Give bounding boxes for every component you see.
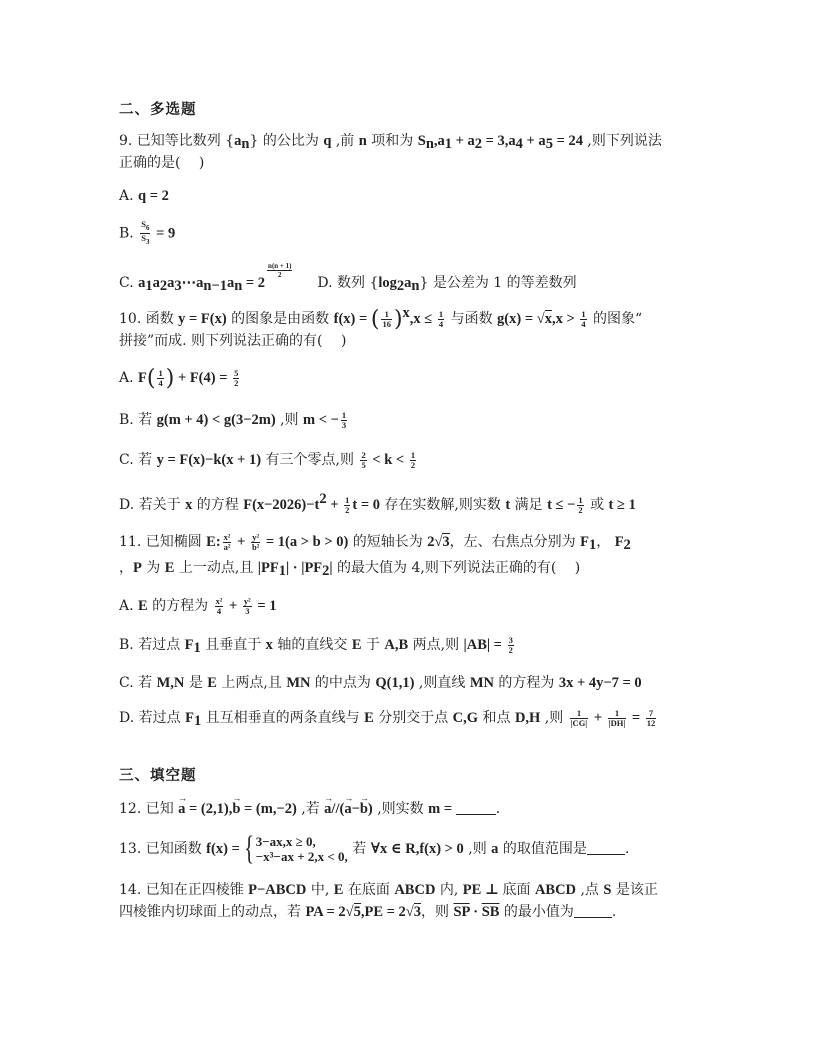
- q11-option-d: D. 若过点 $F_1$ 且互相垂直的两条直线与 E 分别交于点 C,G 和点 D,H ,则 $\frac{1}{|CG|}$ + $\frac{1}{|DH|}$ = $\frac{7}{12}$: [119, 707, 656, 729]
- q9-option-c-d: C. $a_1a_2a_3\cdots a_{n-1}a_n = 2$ $\frac{n(n + 1)}{2}$ D. 数列 $\{\log_2a_n\}$ 是公差为 1 的等差数列: [119, 262, 577, 294]
- section-heading-fill-in: 三、填空题: [119, 767, 197, 784]
- q12-line: 12. 已知 → a = (2,1),→ b = (m,−2) ,若 → a//(→ a−→ b) ,则实数 m = .: [119, 799, 500, 819]
- fraction: $\frac{\text{y²}}{3}$: [243, 595, 251, 616]
- fraction: $\frac{S_6}{S_3}$: [141, 219, 150, 246]
- fraction: $\frac{\text{x²}}{\text{a²}}$: [223, 531, 231, 552]
- fraction: $\frac{1}{3}$: [341, 409, 347, 430]
- q11-option-b: B. 若过点 $F_1$ 且垂直于 x 轴的直线交 E 于 A,B 两点,则 |AB| = $\frac{3}{2}$: [119, 634, 513, 656]
- answer-blank[interactable]: [456, 801, 496, 815]
- q11-option-c: C. 若 M,N 是 E 上两点,且 MN 的中点为 Q(1,1) ,则直线 MN 的方程为 3x + 4y−7 = 0: [119, 675, 642, 691]
- q10-option-d: D. 若关于 x 的方程 $F(x-2026)-t^2$ + $\frac{1}{2}$ t = 0 存在实数解,则实数 t 满足 t ≤ − $\frac{1}{2}$ 或 t ≥ 1: [119, 491, 636, 515]
- fraction: $\frac{1}{|DH|}$: [608, 707, 626, 728]
- q10-line1: 10. 函数 y = F(x) 的图象是由函数 f(x) = ( $\frac{1}{16}$ )$^x$,x ≤ $\frac{1}{4}$ 与函数 g(x) = √x,x > $\frac{1}{4}$ 的图象“: [119, 305, 643, 332]
- answer-blank[interactable]: [574, 904, 612, 918]
- fraction: $\frac{1}{2}$: [410, 449, 416, 470]
- fraction: $\frac{1}{16}$: [382, 308, 391, 329]
- fraction: $\frac{2}{5}$: [361, 449, 366, 470]
- q9-line1: 9. 已知等比数列 $\{a_n\}$ 的公比为 q ,前 n 项和为 $S_n,a_1 + a_2 = 3,a_4 + a_5 = 24$ ,则下列说法: [119, 133, 662, 152]
- answer-blank[interactable]: [587, 841, 625, 855]
- section-heading-multiple-choice: 二、多选题: [119, 101, 197, 118]
- q11-line1: 11. 已知椭圆 E: $\frac{\text{x²}}{\text{a²}}$ + $\frac{\text{y²}}{\text{b²}}$ = 1(a > b > 0) 的短轴长为 2√3，左、右焦点分别为 $F_1$， $F_2$: [119, 531, 631, 553]
- fraction: $\frac{1}{|CG|}$: [570, 707, 588, 728]
- fraction: $\frac{1}{2}$: [578, 494, 583, 515]
- q10-option-c: C. 若 y = F(x)−k(x + 1) 有三个零点,则 $\frac{2}{5}$ < k < $\frac{1}{2}$: [119, 449, 416, 470]
- q9-option-a: A. q = 2: [119, 188, 169, 204]
- piecewise-cases: 3−ax,x ≥ 0, −x³−ax + 2,x < 0,: [255, 834, 348, 864]
- fraction: $\frac{1}{4}$: [438, 308, 444, 329]
- q10-option-b: B. 若 g(m + 4) < g(3−2m) ,则 m < − $\frac{1}{3}$: [119, 409, 347, 430]
- fraction: $\frac{\text{y²}}{\text{b²}}$: [252, 531, 260, 552]
- q13-line: 13. 已知函数 f(x) = { 3−ax,x ≥ 0, −x³−ax + 2,x < 0, 若 ∀x ∈ R,f(x) > 0 ,则 a 的取值范围是 .: [119, 830, 630, 867]
- q9-option-b: B. $\frac{S_6}{S_3}$ = 9: [119, 219, 176, 246]
- fraction: $\frac{5}{2}$: [234, 367, 239, 388]
- fraction: $\frac{1}{4}$: [158, 367, 163, 388]
- q11-line2: ，P 为 E 上一动点,且 $|PF_1| \cdot |PF_2|$ 的最大值为 4,则下列说法正确的有( ): [119, 560, 581, 579]
- q14-line2: 四棱锥内切球面上的动点，若 PA = 2√5,PE = 2√3，则 $\overline{SP} \cdot \overline{SB}$ 的最小值为 .: [119, 904, 617, 920]
- fraction: $\frac{1}{2}$: [345, 494, 350, 515]
- q14-line1: 14. 已知在正四棱锥 P−ABCD 中, E 在底面 ABCD 内, PE ⊥ 底面 ABCD ,点 S 是该正: [119, 882, 658, 898]
- exponent-fraction: $\frac{n(n + 1)}{2}$: [268, 262, 292, 279]
- fraction: $\frac{7}{12}$: [646, 707, 656, 728]
- q11-option-a: A. E 的方程为 $\frac{\text{x²}}{4}$ + $\frac{\text{y²}}{3}$ = 1: [119, 595, 277, 616]
- q9-line2: 正确的是( ): [119, 155, 205, 171]
- fraction: $\frac{\text{x²}}{4}$: [215, 595, 223, 616]
- q10-option-a: A. F( $\frac{1}{4}$ ) + F(4) = $\frac{5}{2}$: [119, 366, 239, 391]
- q10-line2: 拼接”而成. 则下列说法正确的有( ): [119, 333, 347, 349]
- fraction: $\frac{1}{4}$: [581, 308, 586, 329]
- fraction: $\frac{3}{2}$: [508, 634, 513, 655]
